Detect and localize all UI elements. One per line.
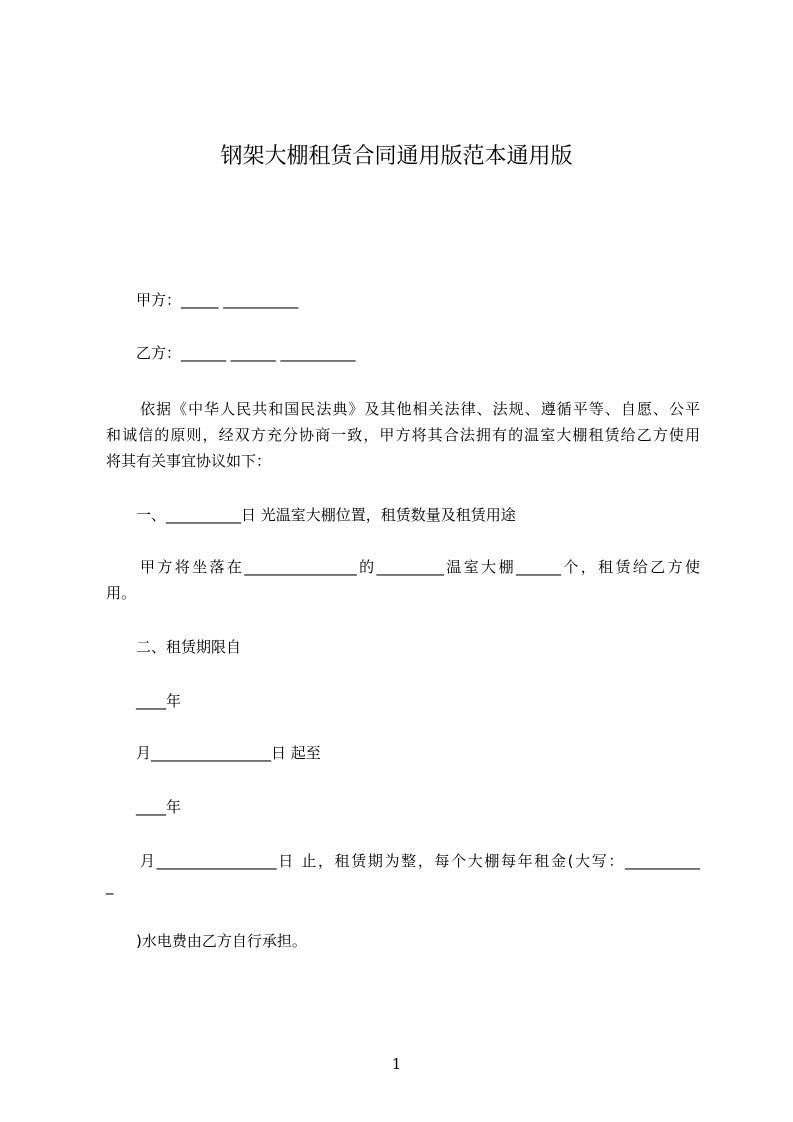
page-number: 1 [391, 1055, 402, 1073]
end-year-line: ____年 [136, 798, 182, 816]
section-1-line-1: 甲方将坐落在_______________的_________温室大棚______个，租赁给乙方使 [140, 558, 700, 576]
section-1-line-2: 用。 [106, 584, 137, 602]
utilities-line: )水电费由乙方自行承担。 [136, 932, 307, 950]
party-a-line: 甲方：_____ __________ [136, 291, 299, 309]
start-date-line: 月________________日 起至 [136, 744, 321, 762]
end-date-continuation: _ [106, 877, 114, 895]
section-1-heading: 一、__________日 光温室大棚位置，租赁数量及租赁用途 [136, 506, 516, 524]
start-year-line: ____年 [136, 692, 182, 710]
preamble-line-1: 依据《中华人民共和国民法典》及其他相关法律、法规、遵循平等、自愿、公平 [140, 400, 700, 418]
preamble-line-3: 将其有关事宜协议如下： [106, 452, 272, 470]
end-date-line: 月________________日 止，租赁期为整，每个大棚每年租金(大写：__________ [140, 852, 700, 870]
party-b-line: 乙方：______ ______ __________ [136, 344, 356, 362]
preamble-line-2: 和诚信的原则，经双方充分协商一致，甲方将其合法拥有的温室大棚租赁给乙方使用 [106, 426, 700, 444]
section-2-heading: 二、租赁期限自 [136, 638, 242, 656]
document-title: 钢架大棚租赁合同通用版范本通用版 [220, 144, 573, 169]
